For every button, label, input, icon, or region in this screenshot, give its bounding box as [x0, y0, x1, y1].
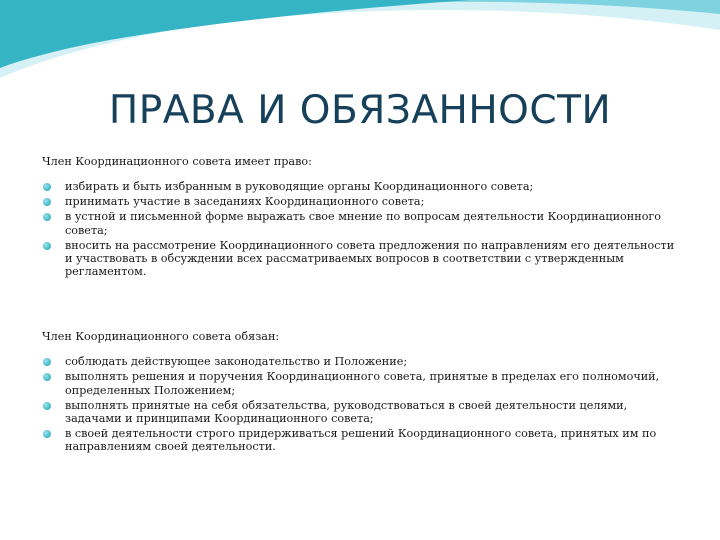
list-item-text: выполнять принятые на себя обязательства, руководствоваться в своей деятельности целями, задачами и принципами Координационного совета;: [65, 398, 628, 426]
bullet-icon: [43, 213, 51, 221]
list-item-text: в своей деятельности строго придерживаться решений Координационного совета, принятых им по направлениям своей деятельности.: [65, 426, 657, 454]
list-item: [42, 210, 682, 237]
list-item: [42, 239, 682, 279]
list-item-text: вносить на рассмотрение Координационного совета предложения по направлениям его деятельности и участвовать в обсуждении всех рассматриваемых вопросов в соответствии с утвержденным регламентом.: [65, 238, 675, 279]
bullet-icon: [43, 402, 51, 410]
rights-intro: Член Координационного совета имеет право:: [42, 155, 312, 168]
list-item-text: соблюдать действующее законодательство и Положение;: [65, 355, 408, 369]
list-item: [42, 399, 682, 426]
bullet-icon: [43, 242, 51, 250]
list-item-text: выполнять решения и поручения Координационного совета, принятые в пределах его полномочий, определенных Положением;: [65, 370, 660, 397]
list-item-text: принимать участие в заседаниях Координационного совета;: [65, 195, 425, 209]
duties-intro: Член Координационного совета обязан:: [42, 330, 280, 343]
list-item-text: в устной и письменной форме выражать свое мнение по вопросам деятельности Координационного совета;: [65, 210, 662, 237]
list-item-text: избирать и быть избранным в руководящие органы Координационного совета;: [65, 180, 534, 194]
list-item: [42, 180, 682, 193]
list-item: [42, 427, 682, 454]
duties-section: [42, 330, 682, 455]
rights-section: [42, 155, 682, 280]
bullet-icon: [43, 430, 51, 438]
list-item: [42, 370, 682, 397]
bullet-icon: [43, 198, 51, 206]
slide-title: ПРАВА И ОБЯЗАННОСТИ: [108, 88, 612, 133]
rights-list: [42, 180, 682, 278]
duties-list: [42, 355, 682, 453]
list-item: [42, 195, 682, 208]
bullet-icon: [43, 373, 51, 381]
bullet-icon: [43, 183, 51, 191]
list-item: [42, 355, 682, 368]
bullet-icon: [43, 358, 51, 366]
